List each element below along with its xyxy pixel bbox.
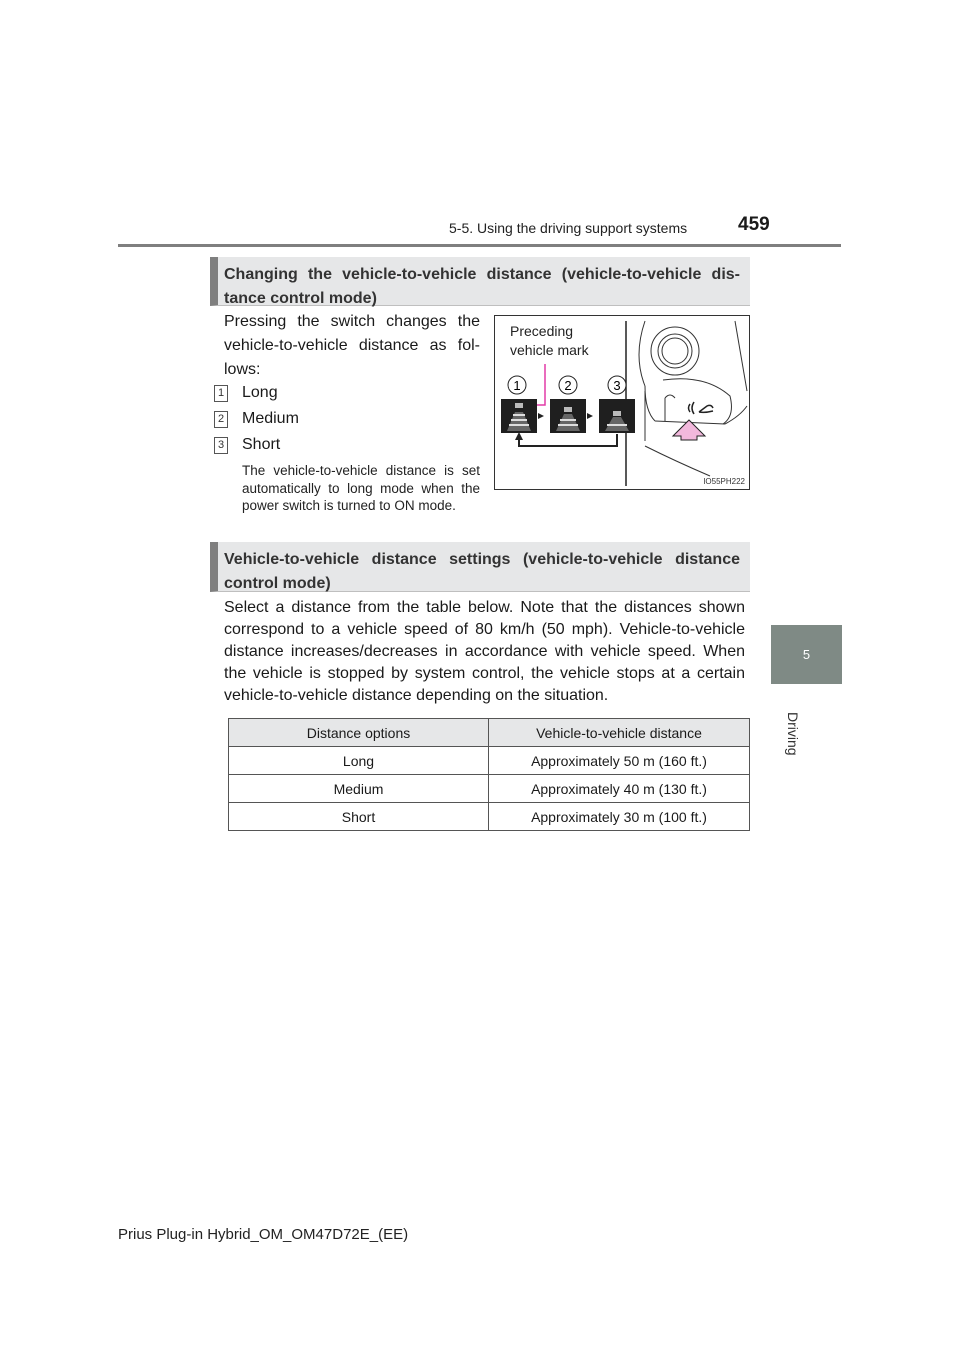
label-line: Preceding — [510, 323, 574, 339]
page-number: 459 — [738, 214, 770, 235]
steering-switch-illustration — [639, 321, 747, 476]
item-number: 2 — [214, 411, 228, 428]
arrow-right-icon — [538, 413, 544, 419]
chapter-tab — [771, 625, 842, 684]
column-header: Distance options — [229, 719, 489, 747]
table-cell: Short — [229, 803, 489, 831]
table-cell: Long — [229, 747, 489, 775]
table-row — [229, 803, 750, 831]
step-2-marker — [559, 376, 577, 394]
distance-switch-icon — [689, 402, 714, 414]
table-cell: Medium — [229, 775, 489, 803]
table-cell: Approximately 40 m (130 ft.) — [489, 775, 750, 803]
section-header: 5-5. Using the driving support systems — [449, 220, 688, 236]
display-panel-medium — [550, 399, 586, 433]
footer-manual-id: Prius Plug-in Hybrid_OM_OM47D72E_(EE) — [118, 1226, 409, 1243]
list-item — [214, 433, 281, 457]
arrow-right-icon — [587, 413, 593, 419]
distance-switch-figure — [494, 315, 750, 490]
item-label: Short — [242, 436, 281, 453]
column-header: Vehicle-to-vehicle distance — [489, 719, 750, 747]
display-panel-short — [599, 399, 635, 433]
table-cell: Approximately 50 m (160 ft.) — [489, 747, 750, 775]
table-cell: Approximately 30 m (100 ft.) — [489, 803, 750, 831]
chapter-label-container — [781, 712, 811, 756]
step-1-marker — [508, 376, 526, 394]
note-text: The vehicle-to-vehicle distance is set automatically to long mode when the power switch is turned to ON mode. — [242, 463, 480, 513]
figure-drawing — [495, 316, 749, 489]
table-header-row — [229, 719, 750, 747]
intro-paragraph: Pressing the switch changes the vehicle-to-vehicle distance as fol-lows: — [224, 313, 480, 378]
display-panel-long — [501, 399, 537, 433]
header-divider — [118, 244, 841, 247]
leader-line — [525, 364, 545, 405]
step-number: 1 — [513, 378, 521, 393]
item-number: 1 — [214, 385, 228, 402]
item-number: 3 — [214, 437, 228, 454]
chapter-label: Driving — [785, 712, 801, 756]
label-line: vehicle mark — [510, 342, 589, 358]
step-number: 2 — [564, 378, 572, 393]
step-number: 3 — [613, 378, 621, 393]
section-title-distance-settings: Vehicle-to-vehicle distance settings (vehicle-to-vehicle distance control mode) — [210, 542, 750, 592]
settings-paragraph: Select a distance from the table below. Note that the distances shown correspond to a vehicle speed of 80 km/h (50 mph). Vehicle-to-vehicle distance increases/decreases in accordance with vehicle speed. When the vehicle is stopped by system control, the vehicle stops at a certain vehicle-to-vehicle distance depending on the situation. — [224, 599, 745, 704]
table-row — [229, 747, 750, 775]
list-item — [214, 381, 278, 405]
step-3-marker — [608, 376, 626, 394]
cycle-return-line — [519, 434, 617, 446]
table-row — [229, 775, 750, 803]
section-title-changing-distance: Changing the vehicle-to-vehicle distance (vehicle-to-vehicle dis-tance control mode) — [210, 257, 750, 306]
list-item — [214, 407, 299, 431]
item-label: Medium — [242, 410, 299, 427]
figure-code: IO55PH222 — [703, 477, 745, 486]
distance-table — [228, 718, 750, 831]
chapter-number: 5 — [802, 647, 811, 662]
arrow-up-icon — [515, 432, 523, 440]
item-label: Long — [242, 384, 278, 401]
